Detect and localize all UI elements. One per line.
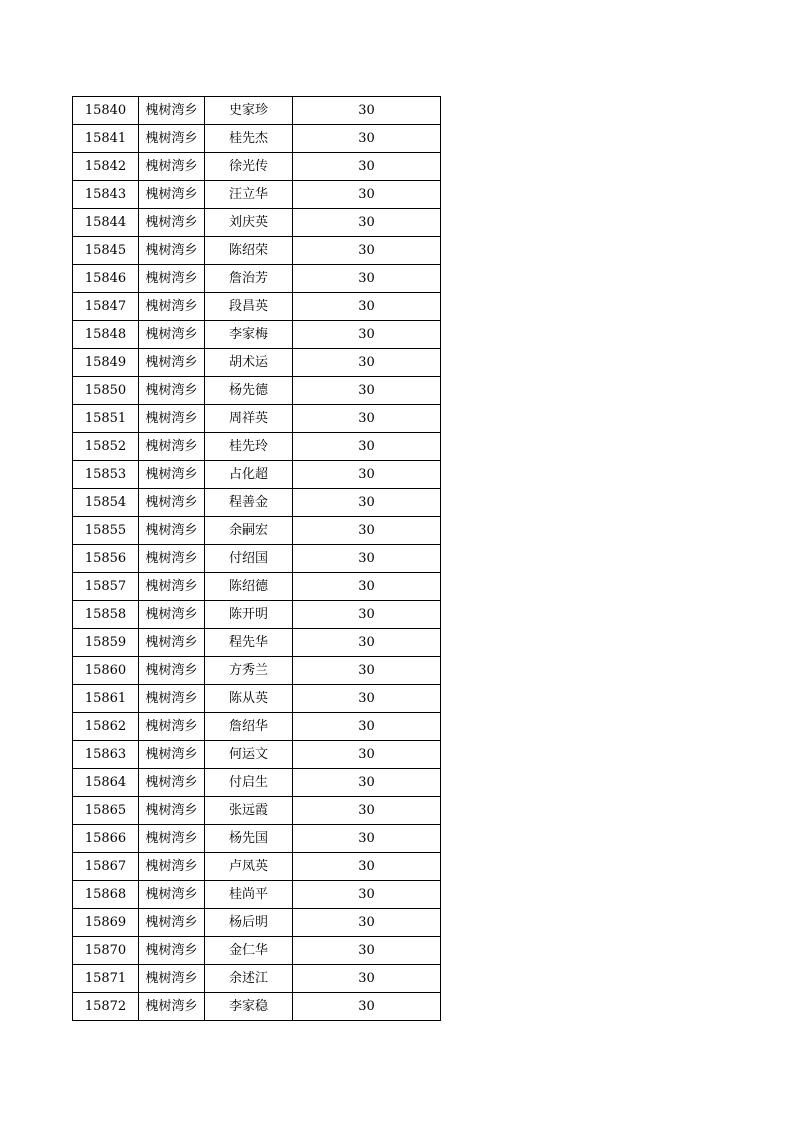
table-row	[73, 433, 441, 461]
cell-town: 槐树湾乡	[139, 433, 205, 461]
cell-amount: 30	[293, 125, 441, 153]
cell-id: 15858	[73, 601, 139, 629]
cell-amount: 30	[293, 993, 441, 1021]
table-row	[73, 181, 441, 209]
table-row	[73, 517, 441, 545]
cell-town: 槐树湾乡	[139, 993, 205, 1021]
cell-id: 15867	[73, 853, 139, 881]
cell-town: 槐树湾乡	[139, 573, 205, 601]
cell-amount: 30	[293, 881, 441, 909]
table-row	[73, 321, 441, 349]
cell-name: 詹治芳	[205, 265, 293, 293]
cell-amount: 30	[293, 741, 441, 769]
cell-name: 方秀兰	[205, 657, 293, 685]
cell-name: 史家珍	[205, 97, 293, 125]
cell-id: 15872	[73, 993, 139, 1021]
cell-name: 杨先德	[205, 377, 293, 405]
cell-town: 槐树湾乡	[139, 909, 205, 937]
table-row	[73, 993, 441, 1021]
cell-id: 15851	[73, 405, 139, 433]
cell-amount: 30	[293, 405, 441, 433]
table-row	[73, 405, 441, 433]
cell-amount: 30	[293, 153, 441, 181]
cell-id: 15844	[73, 209, 139, 237]
cell-name: 桂先杰	[205, 125, 293, 153]
cell-town: 槐树湾乡	[139, 853, 205, 881]
cell-amount: 30	[293, 853, 441, 881]
table-row	[73, 825, 441, 853]
cell-id: 15849	[73, 349, 139, 377]
cell-town: 槐树湾乡	[139, 657, 205, 685]
cell-town: 槐树湾乡	[139, 293, 205, 321]
table-row	[73, 573, 441, 601]
cell-town: 槐树湾乡	[139, 461, 205, 489]
cell-town: 槐树湾乡	[139, 713, 205, 741]
cell-name: 占化超	[205, 461, 293, 489]
cell-amount: 30	[293, 713, 441, 741]
cell-name: 陈开明	[205, 601, 293, 629]
cell-town: 槐树湾乡	[139, 741, 205, 769]
cell-amount: 30	[293, 517, 441, 545]
cell-amount: 30	[293, 265, 441, 293]
table-row	[73, 153, 441, 181]
cell-town: 槐树湾乡	[139, 769, 205, 797]
cell-town: 槐树湾乡	[139, 797, 205, 825]
table-row	[73, 293, 441, 321]
cell-name: 付启生	[205, 769, 293, 797]
cell-id: 15859	[73, 629, 139, 657]
table-row	[73, 97, 441, 125]
cell-name: 金仁华	[205, 937, 293, 965]
cell-town: 槐树湾乡	[139, 517, 205, 545]
cell-name: 桂尚平	[205, 881, 293, 909]
cell-name: 杨先国	[205, 825, 293, 853]
cell-id: 15853	[73, 461, 139, 489]
table-body	[73, 97, 441, 1021]
cell-name: 陈从英	[205, 685, 293, 713]
cell-name: 余嗣宏	[205, 517, 293, 545]
table-row	[73, 349, 441, 377]
cell-amount: 30	[293, 97, 441, 125]
cell-id: 15868	[73, 881, 139, 909]
cell-id: 15847	[73, 293, 139, 321]
cell-id: 15846	[73, 265, 139, 293]
cell-name: 何运文	[205, 741, 293, 769]
cell-id: 15866	[73, 825, 139, 853]
cell-name: 桂先玲	[205, 433, 293, 461]
cell-amount: 30	[293, 377, 441, 405]
data-table	[72, 96, 441, 1021]
cell-name: 杨后明	[205, 909, 293, 937]
cell-town: 槐树湾乡	[139, 685, 205, 713]
cell-amount: 30	[293, 937, 441, 965]
table-row	[73, 125, 441, 153]
cell-amount: 30	[293, 209, 441, 237]
cell-name: 程善金	[205, 489, 293, 517]
cell-amount: 30	[293, 293, 441, 321]
cell-town: 槐树湾乡	[139, 321, 205, 349]
cell-town: 槐树湾乡	[139, 601, 205, 629]
cell-amount: 30	[293, 433, 441, 461]
cell-amount: 30	[293, 237, 441, 265]
cell-name: 卢凤英	[205, 853, 293, 881]
cell-id: 15854	[73, 489, 139, 517]
cell-amount: 30	[293, 461, 441, 489]
cell-id: 15845	[73, 237, 139, 265]
cell-id: 15855	[73, 517, 139, 545]
cell-id: 15840	[73, 97, 139, 125]
table-row	[73, 629, 441, 657]
cell-town: 槐树湾乡	[139, 377, 205, 405]
table-row	[73, 489, 441, 517]
cell-amount: 30	[293, 657, 441, 685]
table-row	[73, 685, 441, 713]
table-row	[73, 881, 441, 909]
cell-name: 汪立华	[205, 181, 293, 209]
table-row	[73, 377, 441, 405]
table-row	[73, 461, 441, 489]
cell-name: 程先华	[205, 629, 293, 657]
cell-id: 15863	[73, 741, 139, 769]
cell-amount: 30	[293, 545, 441, 573]
cell-amount: 30	[293, 321, 441, 349]
cell-id: 15870	[73, 937, 139, 965]
cell-id: 15841	[73, 125, 139, 153]
cell-id: 15857	[73, 573, 139, 601]
cell-town: 槐树湾乡	[139, 237, 205, 265]
cell-id: 15843	[73, 181, 139, 209]
cell-name: 刘庆英	[205, 209, 293, 237]
cell-name: 徐光传	[205, 153, 293, 181]
table-row	[73, 769, 441, 797]
table-row	[73, 265, 441, 293]
cell-town: 槐树湾乡	[139, 489, 205, 517]
cell-name: 段昌英	[205, 293, 293, 321]
cell-amount: 30	[293, 489, 441, 517]
cell-name: 张远霞	[205, 797, 293, 825]
cell-id: 15865	[73, 797, 139, 825]
cell-amount: 30	[293, 349, 441, 377]
cell-town: 槐树湾乡	[139, 265, 205, 293]
cell-amount: 30	[293, 825, 441, 853]
cell-name: 詹绍华	[205, 713, 293, 741]
cell-id: 15860	[73, 657, 139, 685]
cell-name: 胡术运	[205, 349, 293, 377]
cell-name: 余述江	[205, 965, 293, 993]
cell-amount: 30	[293, 685, 441, 713]
cell-amount: 30	[293, 181, 441, 209]
cell-id: 15850	[73, 377, 139, 405]
cell-id: 15842	[73, 153, 139, 181]
cell-amount: 30	[293, 769, 441, 797]
table-row	[73, 237, 441, 265]
table-row	[73, 209, 441, 237]
cell-name: 周祥英	[205, 405, 293, 433]
table-row	[73, 909, 441, 937]
cell-name: 李家梅	[205, 321, 293, 349]
cell-amount: 30	[293, 601, 441, 629]
table-row	[73, 601, 441, 629]
table-row	[73, 797, 441, 825]
cell-town: 槐树湾乡	[139, 825, 205, 853]
table-row	[73, 965, 441, 993]
cell-town: 槐树湾乡	[139, 965, 205, 993]
cell-town: 槐树湾乡	[139, 545, 205, 573]
table-row	[73, 937, 441, 965]
cell-id: 15862	[73, 713, 139, 741]
cell-amount: 30	[293, 629, 441, 657]
table-row	[73, 657, 441, 685]
cell-id: 15861	[73, 685, 139, 713]
table-row	[73, 713, 441, 741]
cell-town: 槐树湾乡	[139, 405, 205, 433]
cell-id: 15856	[73, 545, 139, 573]
cell-town: 槐树湾乡	[139, 629, 205, 657]
cell-town: 槐树湾乡	[139, 881, 205, 909]
cell-town: 槐树湾乡	[139, 209, 205, 237]
cell-amount: 30	[293, 965, 441, 993]
cell-amount: 30	[293, 797, 441, 825]
table-row	[73, 741, 441, 769]
cell-name: 陈绍荣	[205, 237, 293, 265]
cell-town: 槐树湾乡	[139, 97, 205, 125]
cell-amount: 30	[293, 909, 441, 937]
table-row	[73, 853, 441, 881]
cell-town: 槐树湾乡	[139, 181, 205, 209]
cell-amount: 30	[293, 573, 441, 601]
cell-town: 槐树湾乡	[139, 349, 205, 377]
cell-id: 15869	[73, 909, 139, 937]
cell-name: 陈绍德	[205, 573, 293, 601]
cell-town: 槐树湾乡	[139, 153, 205, 181]
table-row	[73, 545, 441, 573]
cell-town: 槐树湾乡	[139, 937, 205, 965]
cell-id: 15864	[73, 769, 139, 797]
cell-name: 李家稳	[205, 993, 293, 1021]
cell-town: 槐树湾乡	[139, 125, 205, 153]
cell-id: 15852	[73, 433, 139, 461]
cell-name: 付绍国	[205, 545, 293, 573]
cell-id: 15848	[73, 321, 139, 349]
cell-id: 15871	[73, 965, 139, 993]
